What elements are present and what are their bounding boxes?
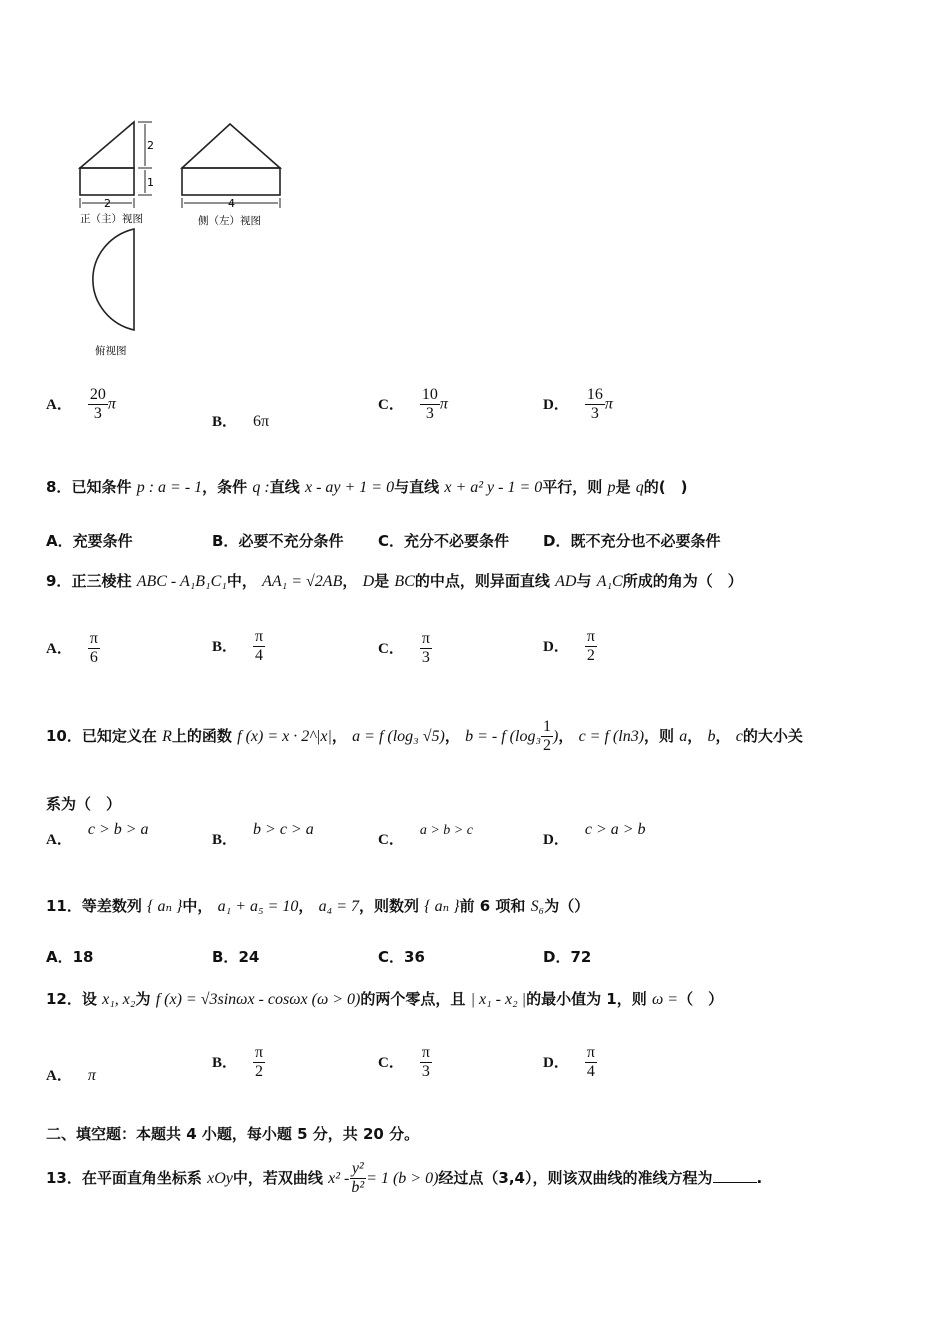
q13-stem: 13．在平面直角坐标系 xOy中，若双曲线 x² - $\frac{\text{y²}}{\text{b²}}$ = 1 (b > 0)经过点（3,4），则该双曲线的准线方程为 . [46,1160,763,1196]
q8-option-c[interactable]: C．充分不必要条件 [378,532,510,550]
q7-option-c[interactable]: C． $\frac{10}{3}$ π [378,386,448,422]
q10-stem-cont: 系为（ ） [46,795,122,813]
q10-option-c[interactable]: C．a > b > c [378,823,473,848]
q11-option-a[interactable]: A．18 [46,948,94,966]
q10-option-b[interactable]: B．b > c > a [212,821,314,848]
q12-option-d[interactable]: D． $\frac{\pi}{4}$ [543,1044,595,1080]
q9-option-b[interactable]: B． $\frac{\pi}{4}$ [212,628,264,664]
q7-option-a[interactable]: A． $\frac{20}{3}$ π [46,386,116,422]
q9-option-d[interactable]: D． $\frac{\pi}{2}$ [543,628,595,664]
front-view [80,122,134,195]
q9-option-c[interactable]: C． $\frac{\pi}{3}$ [378,630,430,666]
q10-option-a[interactable]: A．c > b > a [46,821,149,848]
three-view-figure [70,112,290,362]
q9-stem: 9．正三棱柱 ABC - A₁B₁C₁中， AA₁ = √2AB， D是 BC的中点，则异面直线 AD与 A₁C所成的角为（ ） [46,572,743,590]
q12-option-a[interactable]: A． π [46,1067,96,1084]
side-view [182,124,280,195]
dim-4-horizontal: 4 [228,197,235,210]
front-view-label: 正（主）视图 [80,213,143,225]
q12-stem: 12．设 x₁, x₂为 f (x) = √3sinωx - cosωx (ω > 0)的两个零点，且 | x₁ - x₂ |的最小值为 1，则 ω =（ ） [46,990,724,1008]
q7-option-b[interactable]: B． 6π [212,413,270,430]
dim-1-vertical: 1 [147,176,154,189]
q11-option-c[interactable]: C．36 [378,948,425,966]
q8-stem: 8．已知条件 p : a = - 1，条件 q :直线 x - ay + 1 = 0与直线 x + a² y - 1 = 0平行，则 p是 q的( ) [46,478,688,496]
top-view [93,229,134,330]
section-2-heading: 二、填空题：本题共 4 小题，每小题 5 分，共 20 分。 [46,1125,420,1143]
q10-stem: 10．已知定义在 R上的函数 f (x) = x · 2^|x|， a = f (log₃ √5)， b = - f (log₃ $\frac{1}{2}$ )， c = f (ln3)，则 a， b， c的大小关 [46,718,803,754]
q11-option-b[interactable]: B．24 [212,948,260,966]
q9-option-a[interactable]: A． $\frac{\pi}{6}$ [46,630,98,666]
q11-stem: 11．等差数列 { aₙ }中， a₁ + a₅ = 10， a₄ = 7，则数列 { aₙ }前 6 项和 S₆为（） [46,897,590,915]
q7-option-d[interactable]: D． $\frac{16}{3}$ π [543,386,613,422]
q12-option-b[interactable]: B． $\frac{\pi}{2}$ [212,1044,264,1080]
q8-option-b[interactable]: B．必要不充分条件 [212,532,344,550]
q12-option-c[interactable]: C． $\frac{\pi}{3}$ [378,1044,430,1080]
top-view-label: 俯视图 [95,345,127,357]
side-view-label: 侧（左）视图 [198,215,261,227]
dim-2-horizontal: 2 [104,197,111,210]
q8-option-d[interactable]: D．既不充分也不必要条件 [543,532,721,550]
answer-blank[interactable] [713,1168,757,1183]
q11-option-d[interactable]: D．72 [543,948,592,966]
dim-2-vertical: 2 [147,139,154,152]
q8-option-a[interactable]: A．充要条件 [46,532,133,550]
q10-option-d[interactable]: D．c > a > b [543,821,646,848]
